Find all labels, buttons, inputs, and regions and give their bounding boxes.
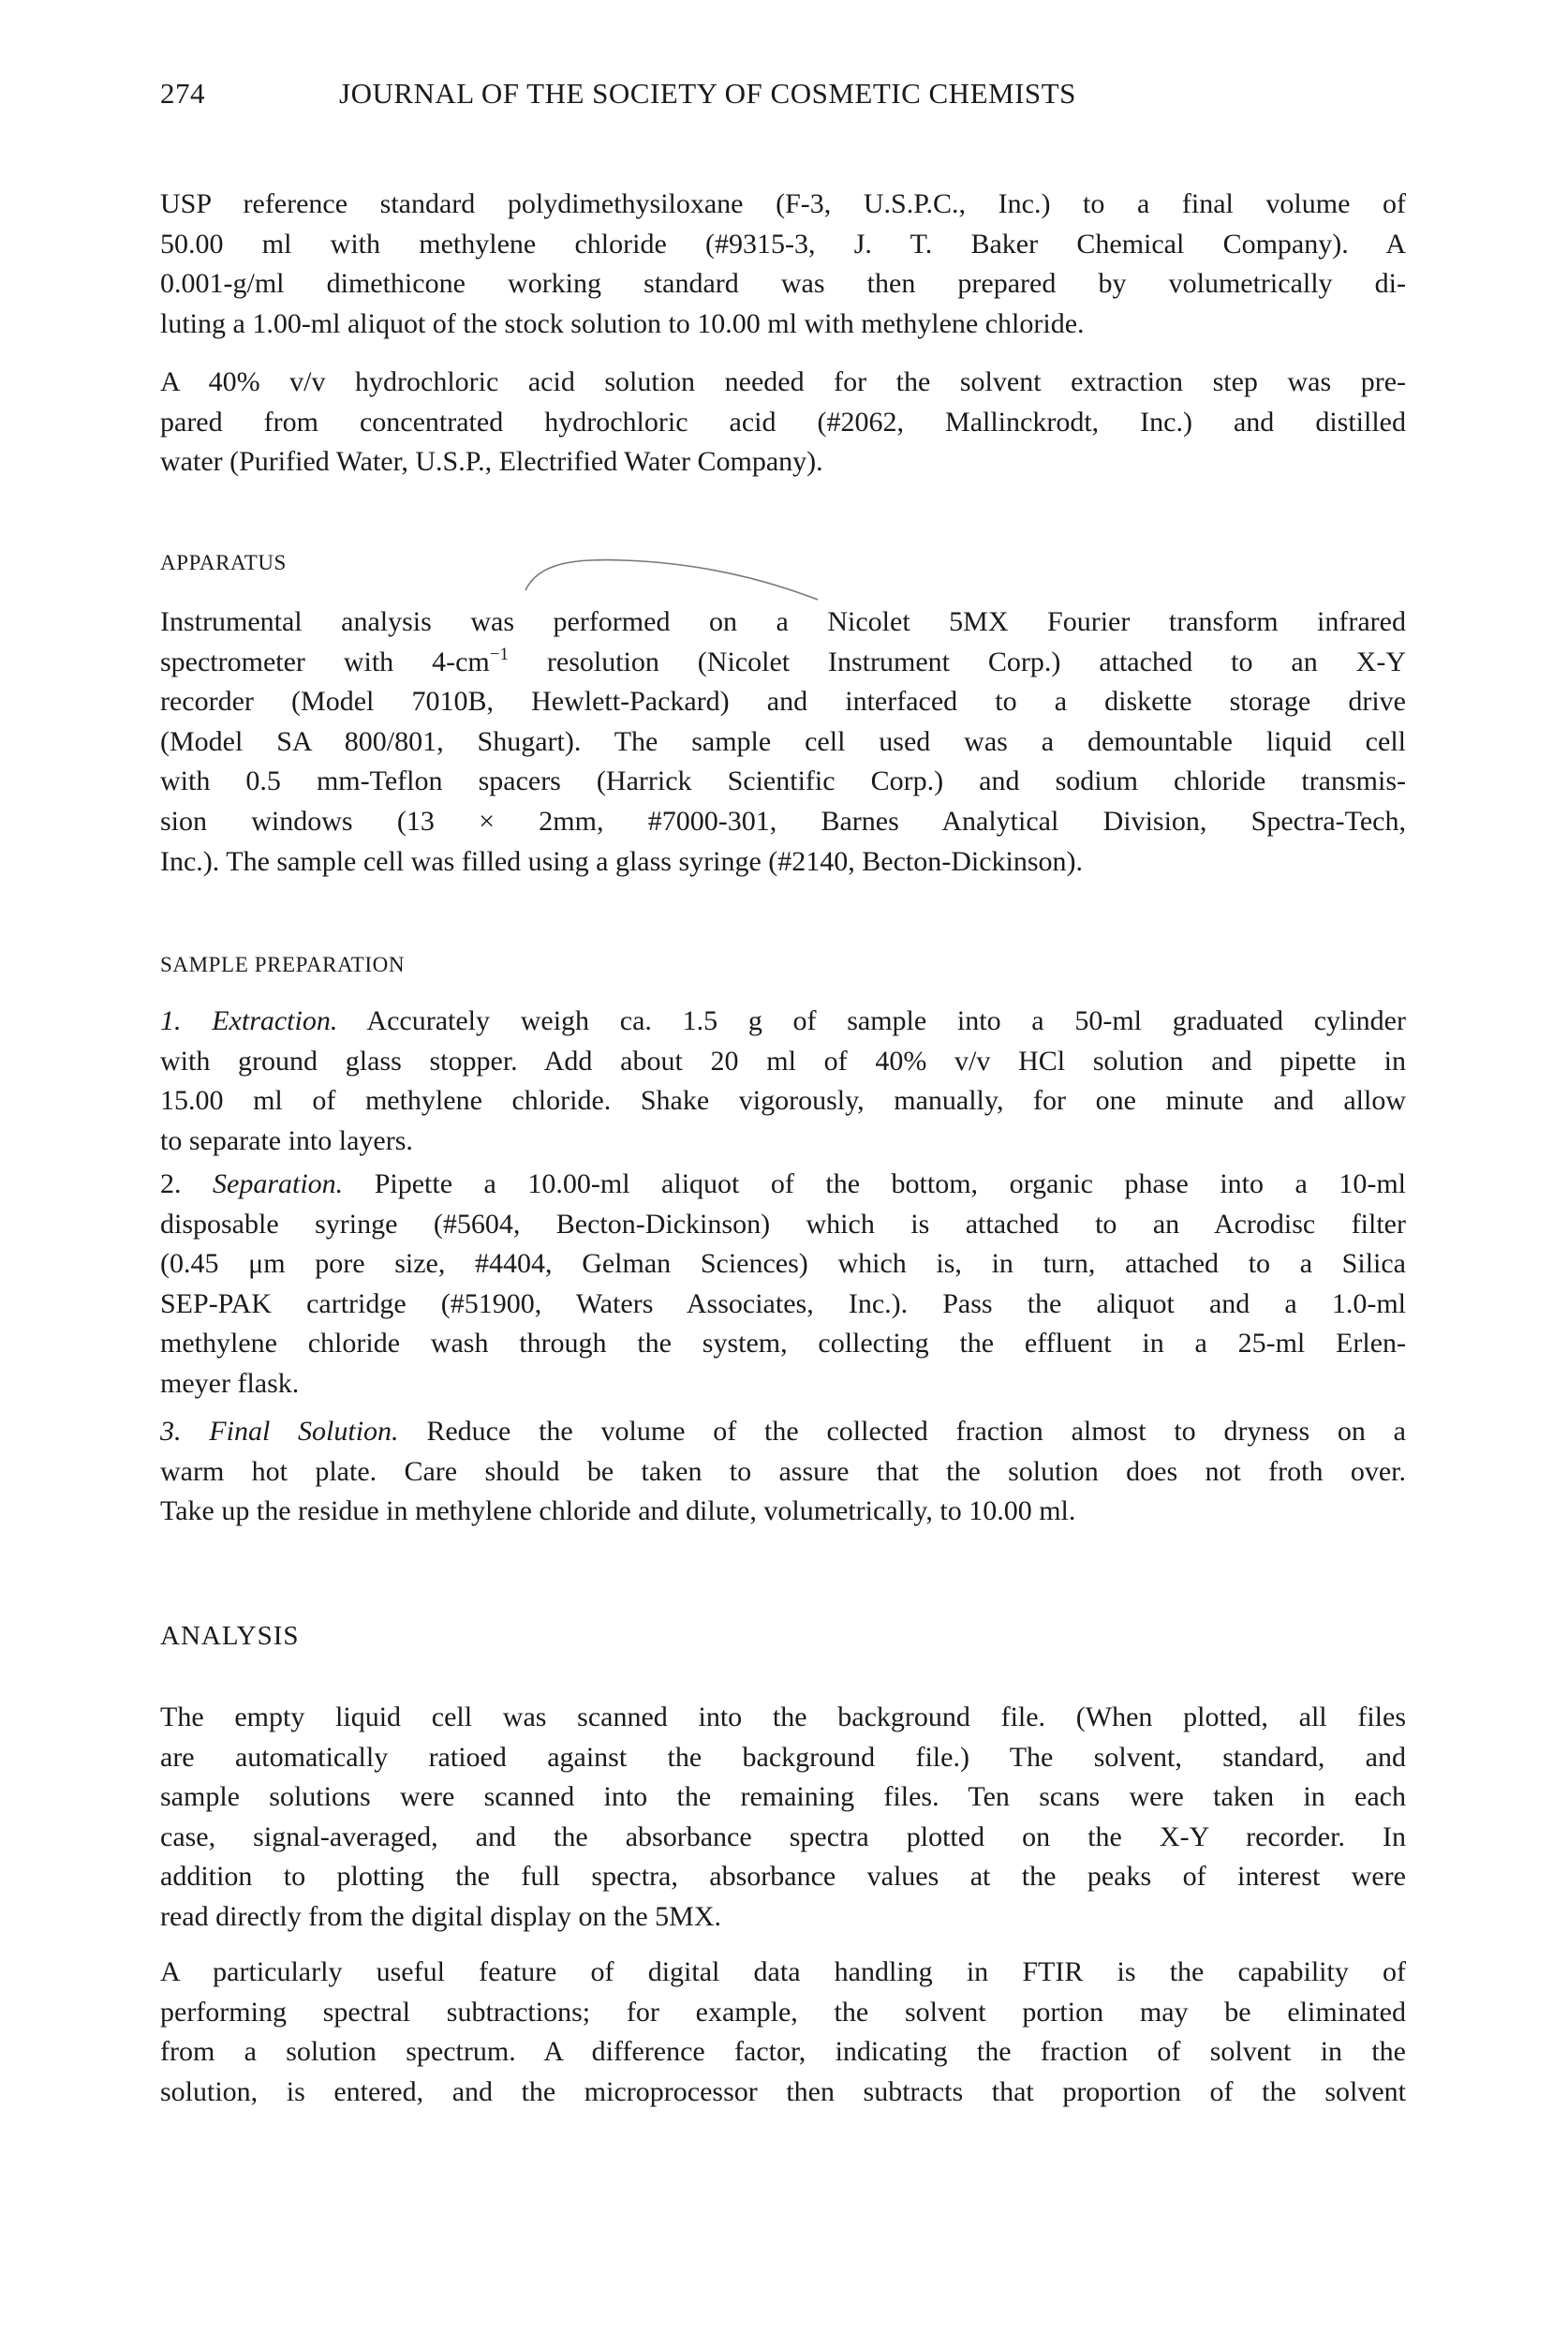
text-line: sample solutions were scanned into the remaining files. Ten scans were taken in each <box>160 1781 1406 1813</box>
text-line: read directly from the digital display on the 5MX. <box>160 1900 722 1932</box>
text-line: (Model SA 800/801, Shugart). The sample cell used was a demountable liquid cell <box>160 725 1406 757</box>
text-line <box>160 1002 1406 1042</box>
paragraph-analysis-2 <box>160 1953 1406 2112</box>
text-line: 15.00 ml of methylene chloride. Shake vigorously, manually, for one minute and allow <box>160 1085 1406 1117</box>
text-line <box>160 1165 1406 1205</box>
text-line: 0.001-g/ml dimethicone working standard was then prepared by volumetrically di- <box>160 268 1406 300</box>
text-span: Pipette a 10.00-ml aliquot of the bottom, organic phase into a 10-ml <box>343 1168 1406 1199</box>
text-line: recorder (Model 7010B, Hewlett-Packard) and interfaced to a diskette storage drive <box>160 686 1406 718</box>
text-line: meyer flask. <box>160 1367 300 1399</box>
text-line: A 40% v/v hydrochloric acid solution needed for the solvent extraction step was pre- <box>160 366 1406 397</box>
step-final-solution <box>160 1412 1406 1532</box>
step-extraction <box>160 1002 1406 1161</box>
text-span: spectrometer with 4-cm <box>160 646 490 677</box>
text-line: SEP-PAK cartridge (#51900, Waters Associates, Inc.). Pass the aliquot and a 1.0-ml <box>160 1287 1406 1319</box>
text-line: (0.45 μm pore size, #4404, Gelman Sciences) which is, in turn, attached to a Silica <box>160 1248 1406 1280</box>
text-line <box>160 1412 1406 1452</box>
paragraph-apparatus <box>160 602 1406 882</box>
text-line: 50.00 ml with methylene chloride (#9315-3, J. T. Baker Chemical Company). A <box>160 228 1406 260</box>
text-line: disposable syringe (#5604, Becton-Dickinson) which is attached to an Acrodisc filter <box>160 1208 1406 1240</box>
step-number: 3. <box>160 1416 210 1447</box>
paragraph-analysis-1 <box>160 1698 1406 1938</box>
text-line: Take up the residue in methylene chloride and dilute, volumetrically, to 10.00 ml. <box>160 1495 1076 1527</box>
text-span: Reduce the volume of the collected fraction almost to dryness on a <box>398 1416 1406 1447</box>
text-line: Instrumental analysis was performed on a Nicolet 5MX Fourier transform infrared <box>160 606 1406 637</box>
text-line: to separate into layers. <box>160 1124 413 1156</box>
page-number: 274 <box>160 77 205 110</box>
section-heading-sample-preparation: SAMPLE PREPARATION <box>160 953 406 976</box>
text-line: case, signal-averaged, and the absorbance spectra plotted on the X-Y recorder. In <box>160 1820 1406 1852</box>
text-line: with 0.5 mm-Teflon spacers (Harrick Scientific Corp.) and sodium chloride transmis- <box>160 765 1406 797</box>
paragraph-hcl-solution <box>160 363 1406 483</box>
paragraph-standard-prep <box>160 185 1406 344</box>
step-title: Extraction. <box>212 1005 338 1036</box>
pencil-mark <box>520 553 829 605</box>
text-line: performing spectral subtractions; for example, the solvent portion may be eliminated <box>160 1996 1406 2028</box>
text-line: from a solution spectrum. A difference factor, indicating the fraction of solvent in the <box>160 2036 1406 2068</box>
text-line: addition to plotting the full spectra, absorbance values at the peaks of interest were <box>160 1861 1406 1893</box>
text-line: solution, is entered, and the microprocessor then subtracts that proportion of the solvent <box>160 2075 1406 2107</box>
text-line: warm hot plate. Care should be taken to assure that the solution does not froth over. <box>160 1455 1406 1487</box>
text-line: A particularly useful feature of digital data handling in FTIR is the capability of <box>160 1956 1406 1987</box>
text-line: Inc.). The sample cell was filled using a glass syringe (#2140, Becton-Dickinson). <box>160 845 1084 877</box>
superscript: −1 <box>489 644 509 664</box>
step-title: Separation. <box>213 1168 344 1199</box>
text-span: resolution (Nicolet Instrument Corp.) attached to an X-Y <box>508 646 1406 677</box>
running-header: JOURNAL OF THE SOCIETY OF COSMETIC CHEMISTS <box>339 77 1076 110</box>
text-line: sion windows (13 × 2mm, #7000-301, Barnes Analytical Division, Spectra-Tech, <box>160 805 1406 837</box>
text-line: luting a 1.00-ml aliquot of the stock solution to 10.00 ml with methylene chloride. <box>160 307 1085 339</box>
step-title: Final Solution. <box>209 1416 399 1447</box>
text-line <box>160 643 1406 683</box>
text-line: USP reference standard polydimethysiloxane (F-3, U.S.P.C., Inc.) to a final volume of <box>160 188 1406 219</box>
text-line: pared from concentrated hydrochloric acid (#2062, Mallinckrodt, Inc.) and distilled <box>160 406 1406 438</box>
text-line: The empty liquid cell was scanned into the background file. (When plotted, all files <box>160 1701 1406 1732</box>
text-line: water (Purified Water, U.S.P., Electrified Water Company). <box>160 446 823 478</box>
section-heading-apparatus: APPARATUS <box>160 551 287 574</box>
text-line: are automatically ratioed against the background file.) The solvent, standard, and <box>160 1741 1406 1773</box>
text-line: with ground glass stopper. Add about 20 ml of 40% v/v HCl solution and pipette in <box>160 1045 1406 1077</box>
section-heading-analysis: ANALYSIS <box>160 1621 300 1651</box>
text-line: methylene chloride wash through the system, collecting the effluent in a 25-ml Erlen- <box>160 1328 1406 1360</box>
step-number: 1. <box>160 1005 213 1036</box>
step-separation <box>160 1165 1406 1404</box>
text-span: Accurately weigh ca. 1.5 g of sample into a 50-ml graduated cylinder <box>337 1005 1406 1036</box>
step-number: 2. <box>160 1168 214 1199</box>
